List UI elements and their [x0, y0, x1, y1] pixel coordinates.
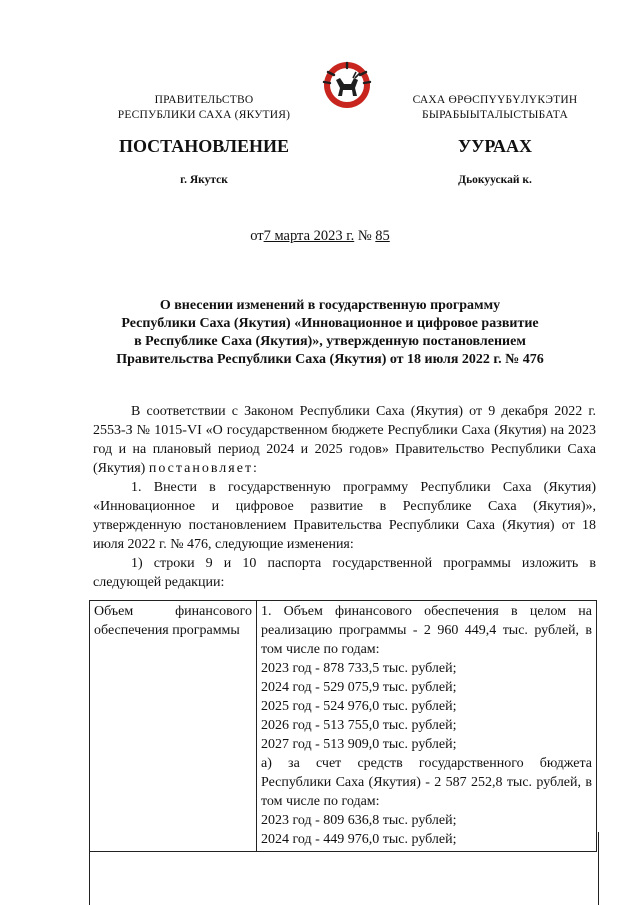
issuer-header-sah	[390, 93, 600, 123]
body-paragraph	[93, 402, 596, 478]
financing-intro: 1. Объем финансового обеспечения в целом на реализацию программы - 2 960 449,4 тыс. рублей, в том числе по годам:	[261, 604, 592, 657]
document-type-sah: УУРААХ	[457, 136, 533, 156]
subject-line: в Республике Саха (Якутия)», утвержденную постановлением	[134, 334, 526, 349]
document-number: 85	[375, 228, 390, 244]
table-cell-value	[257, 601, 597, 852]
paragraph-text: В соответствии с Законом Республики Саха (Якутия) от 9 декабря 2022 г. 2553-З № 1015-VI «О государственном бюджете Республики Саха (Якутия) на 2023 год и на плановый период 2024 и 2025 годов» Правительство Республики Саха (Якутия)	[93, 404, 596, 476]
issuer-line: БЫРАБЫЫТАЛЫСТЫБАТА	[422, 109, 568, 121]
issuer-header-ru	[96, 93, 312, 123]
financing-sub-a: а) за счет средств государственного бюджета Республики Саха (Якутия) - 2 587 252,8 тыс. рублей, в том числе по годам:	[261, 756, 592, 809]
subject-line: Правительства Республики Саха (Якутия) от 18 июля 2022 г. № 476	[116, 352, 544, 367]
coat-of-arms-emblem	[318, 60, 376, 110]
list-item: 2027 год - 513 909,0 тыс. рублей;	[261, 737, 457, 752]
issuer-line: ПРАВИТЕЛЬСТВО	[154, 94, 254, 106]
body-paragraph: 1) строки 9 и 10 паспорта государственной программы изложить в следующей редакции:	[93, 556, 596, 590]
date-prefix: от	[250, 228, 264, 244]
subject-line: Республики Саха (Якутия) «Инновационное и цифровое развитие	[121, 316, 539, 331]
body-paragraph: 1. Внести в государственную программу Республики Саха (Якутия) «Инновационное и цифровое развитие в Республике Саха (Якутия)», утвержденную постановлением Правительства Республики Саха (Якутия) от 18 июля 2022 г. № 476, следующие изменения:	[93, 480, 596, 552]
list-item: 2024 год - 449 976,0 тыс. рублей;	[261, 832, 457, 847]
number-sign: №	[357, 228, 372, 244]
resolves-word: постановляет:	[148, 461, 259, 476]
document-subject	[100, 297, 560, 369]
issuer-line: РЕСПУБЛИКИ САХА (ЯКУТИЯ)	[117, 109, 291, 121]
financing-table	[89, 600, 597, 852]
document-body	[93, 402, 596, 592]
issuer-line: САХА ӨРӨСПҮҮБҮЛҮКЭТИН	[412, 94, 578, 106]
list-item: 2023 год - 878 733,5 тыс. рублей;	[261, 661, 457, 676]
list-item: 2025 год - 524 976,0 тыс. рублей;	[261, 699, 457, 714]
city-ru: г. Якутск	[180, 174, 228, 186]
date-number-line	[0, 228, 640, 245]
document-date: 7 марта 2023 г.	[263, 228, 355, 244]
table-continuation	[89, 832, 599, 905]
list-item: 2026 год - 513 755,0 тыс. рублей;	[261, 718, 457, 733]
city-sah: Дьокуускай к.	[458, 174, 532, 186]
table-cell-label: Объем финансового обеспечения программы	[90, 601, 257, 852]
years-list	[261, 659, 592, 754]
list-item: 2024 год - 529 075,9 тыс. рублей;	[261, 680, 457, 695]
subject-line: О внесении изменений в государственную программу	[159, 298, 501, 313]
table-row	[90, 601, 597, 852]
list-item: 2023 год - 809 636,8 тыс. рублей;	[261, 813, 457, 828]
document-type-ru: ПОСТАНОВЛЕНИЕ	[118, 136, 290, 156]
